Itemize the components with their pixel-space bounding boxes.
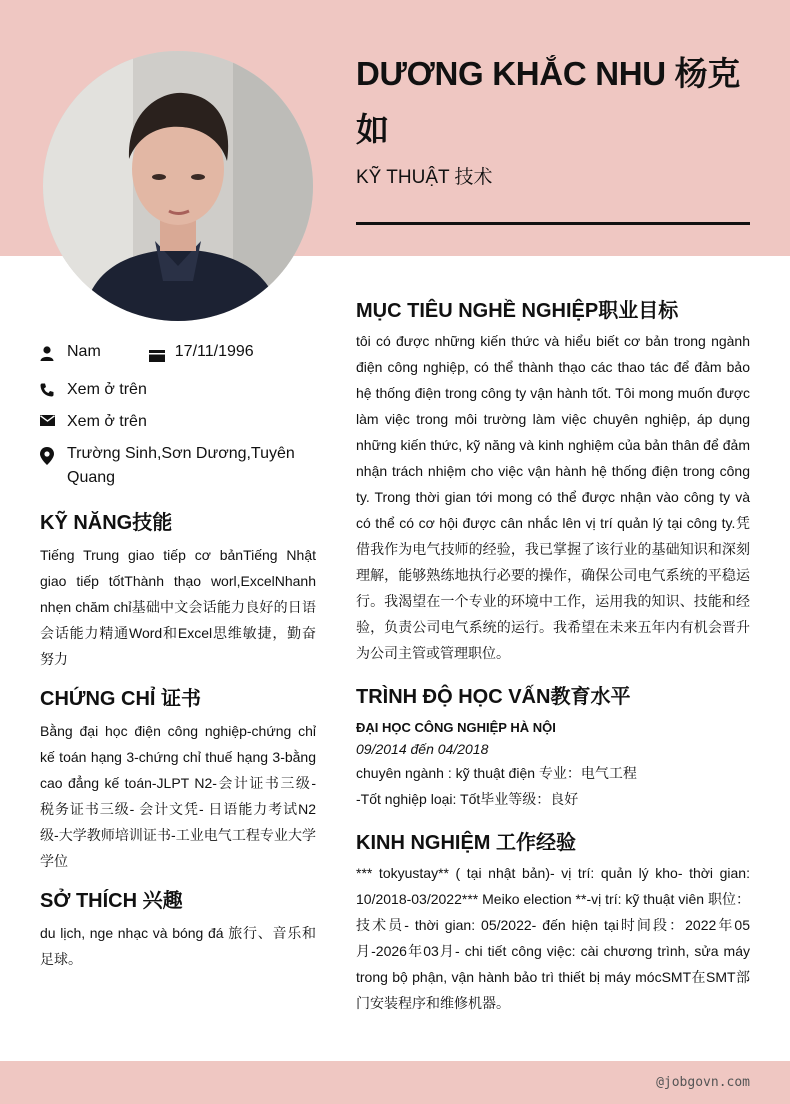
hobbies-title: SỞ THÍCH 兴趣 xyxy=(40,890,183,912)
objective-section xyxy=(356,298,750,666)
education-grade: -Tốt nghiệp loại: Tốt毕业等级：良好 xyxy=(356,791,579,807)
skills-title: KỸ NĂNG技能 xyxy=(40,512,173,534)
profile-photo xyxy=(43,51,313,321)
profile-photo-illustration xyxy=(43,51,313,321)
right-column xyxy=(356,298,750,1016)
person-icon xyxy=(40,345,54,369)
calendar-icon xyxy=(149,346,165,370)
phone-row xyxy=(40,378,316,402)
certificates-title: CHỨNG CHỈ 证书 xyxy=(40,688,202,710)
objective-title: MỤC TIÊU NGHỀ NGHIỆP职业目标 xyxy=(356,300,679,322)
footer-brand: @jobgovn.com xyxy=(656,1075,750,1090)
experience-title: KINH NGHIỆM 工作经验 xyxy=(356,832,576,854)
address-value: Trường Sinh,Sơn Dương,Tuyên Quang xyxy=(67,445,295,486)
candidate-name: DƯƠNG KHẮC NHU 杨克如 xyxy=(356,55,741,148)
hobbies-text: du lịch, nge nhạc và bóng đá 旅行、音乐和足球。 xyxy=(40,925,316,967)
education-period: 09/2014 đến 04/2018 xyxy=(356,741,489,757)
gender-item xyxy=(40,340,101,369)
job-title: KỸ THUẬT 技术 xyxy=(356,167,493,188)
education-major: chuyên ngành : kỹ thuật điện 专业：电气工程 xyxy=(356,765,637,781)
phone-value: Xem ở trên xyxy=(67,381,147,398)
certificates-section xyxy=(40,686,316,874)
education-section xyxy=(356,684,750,812)
certificates-text: Bằng đại học điện công nghiệp-chứng chỉ kế toán hạng 3-chứng chỉ thuế hạng 3-bằng cao đẳng kế toán-JLPT N2-会计证书三级- 税务证书三级- 会计文凭- 日语能力考试N2级-大学教师培训证书-工业电气工程专业大学学位 xyxy=(40,723,316,869)
gender-value: Nam xyxy=(67,343,101,360)
objective-text: tôi có được những kiến thức và hiểu biết cơ bản trong ngành điện công nghiệp, có thể thành thạo các thao tác để đảm bảo hệ thống điện trong công ty vận hành tốt. Tôi mong muốn được làm việc trong môi trường làm việc chuyên nghiệp, áp dụng những kiến thức, kỹ năng và kinh nghiệm của bản thân để đảm nhận trách nhiệm cho việc vận hành hệ thống điện trong công ty. Trong thời gian tới mong có thể được nhận vào công ty và có thể có cơ hội được cân nhắc lên vị trí quản lý tại công ty.凭借我作为电气技师的经验，我已掌握了该行业的基础知识和深刻理解，能够熟练地执行必要的操作，确保公司电气系统的平稳运行。我渴望在一个专业的环境中工作，运用我的知识、技能和经验，负责公司电气系统的运行。我希望在未来五年内有机会晋升为公司主管或管理职位。 xyxy=(356,333,750,661)
gender-birthday-row xyxy=(40,340,316,370)
email-row xyxy=(40,410,316,434)
hobbies-section xyxy=(40,888,316,972)
address-row xyxy=(40,442,316,490)
birthday-item xyxy=(149,340,254,370)
school-name: ĐẠI HỌC CÔNG NGHIỆP HÀ NỘI xyxy=(356,720,556,735)
phone-icon xyxy=(40,383,54,397)
envelope-icon xyxy=(40,415,54,426)
location-pin-icon xyxy=(40,447,54,465)
header-divider xyxy=(356,222,750,225)
email-value: Xem ở trên xyxy=(67,413,147,430)
education-title: TRÌNH ĐỘ HỌC VẤN教育水平 xyxy=(356,686,631,708)
experience-section xyxy=(356,830,750,1016)
experience-text: *** tokyustay** ( tại nhật bản)- vị trí: quản lý kho- thời gian: 10/2018-03/2022*** Meiko election **-vị trí: kỹ thuật viên 职位：技术员- thời gian: 05/2022- đến hiện tại时间段：2022年05月-2026年03月- chi tiết công việc: cài chương trình, sửa máy trong bộ phận, vận hành bảo trì thiết bị máy mócSMT在SMT部门安装程序和维修机器。 xyxy=(356,865,750,1011)
left-column xyxy=(40,340,316,972)
birthday-value: 17/11/1996 xyxy=(174,343,254,360)
skills-text: Tiếng Trung giao tiếp cơ bảnTiếng Nhật giao tiếp tốtThành thạo worl,ExcelNhanh nhẹn chăm chỉ基础中文会话能力良好的日语会话能力精通Word和Excel思维敏捷，勤奋努力 xyxy=(40,547,316,667)
skills-section xyxy=(40,510,316,672)
